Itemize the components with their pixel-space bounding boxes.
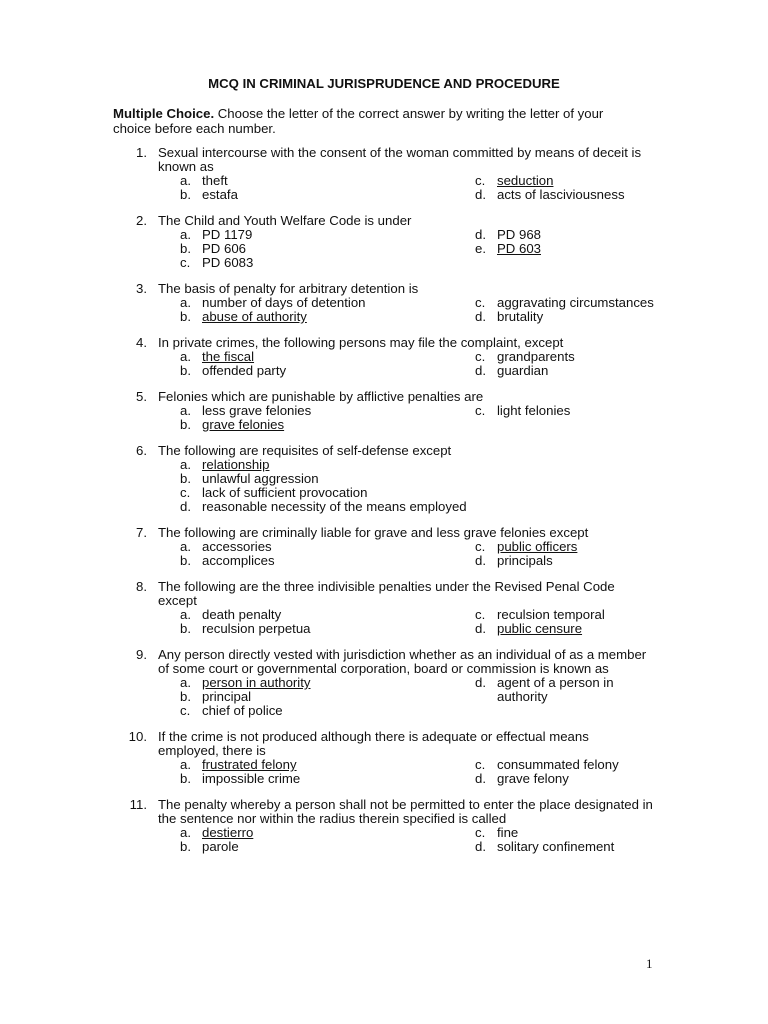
question-item xyxy=(113,526,653,568)
answer-option xyxy=(180,228,475,242)
correct-answer-text: grave felonies xyxy=(202,417,285,432)
answer-option xyxy=(180,608,475,622)
option-letter: c. xyxy=(475,349,486,364)
answer-options xyxy=(180,758,653,786)
option-letter: a. xyxy=(180,757,191,772)
answer-option xyxy=(180,676,475,690)
question-item xyxy=(113,444,653,514)
answer-options xyxy=(180,350,653,378)
option-text: reculsion perpetua xyxy=(202,621,311,636)
option-text: agent of a person in authority xyxy=(497,675,614,704)
option-letter: b. xyxy=(180,553,191,568)
answer-option xyxy=(475,296,655,310)
answer-option xyxy=(180,296,475,310)
question-item xyxy=(113,336,653,378)
question-text: In private crimes, the following persons may file the complaint, except xyxy=(158,335,564,350)
question-item xyxy=(113,390,653,432)
answer-option xyxy=(475,758,655,772)
option-text: unlawful aggression xyxy=(202,471,319,486)
option-text: reculsion temporal xyxy=(497,607,605,622)
option-text: death penalty xyxy=(202,607,282,622)
answer-options xyxy=(180,228,653,270)
answer-option xyxy=(475,826,655,840)
answer-option xyxy=(475,622,655,636)
options-column-right xyxy=(475,676,655,718)
option-letter: a. xyxy=(180,227,191,242)
instructions-text: Choose the letter of the correct answer by writing the letter of your choice before each number. xyxy=(113,106,604,136)
question-number: 5. xyxy=(136,389,147,404)
answer-options xyxy=(180,826,653,854)
answer-option xyxy=(180,174,475,188)
answer-option xyxy=(475,554,655,568)
answer-option xyxy=(180,622,475,636)
options-column-left xyxy=(180,296,475,324)
correct-answer-text: public censure xyxy=(497,621,583,636)
answer-options xyxy=(180,296,653,324)
question-text: The Child and Youth Welfare Code is under xyxy=(158,213,412,228)
options-column-left xyxy=(180,758,475,786)
correct-answer-text: frustrated felony xyxy=(202,757,297,772)
question-number: 7. xyxy=(136,525,147,540)
options-column-left xyxy=(180,350,475,378)
answer-options xyxy=(180,676,653,718)
question-item xyxy=(113,282,653,324)
options-column-right xyxy=(475,826,655,854)
option-letter: d. xyxy=(475,839,486,854)
option-text: grave felony xyxy=(497,771,569,786)
options-column-left xyxy=(180,404,475,432)
option-letter: c. xyxy=(475,607,486,622)
question-text: The following are requisites of self-defense except xyxy=(158,443,452,458)
option-letter: c. xyxy=(475,403,486,418)
options-column-right xyxy=(475,228,655,270)
option-letter: d. xyxy=(180,499,191,514)
option-letter: d. xyxy=(475,553,486,568)
question-list xyxy=(113,146,653,866)
option-text: aggravating circumstances xyxy=(497,295,654,310)
question-text: Any person directly vested with jurisdiction whether as an individual of as a member of some court or governmental corporation, board or commission is known as xyxy=(158,647,647,676)
answer-option xyxy=(180,458,475,472)
option-text: grandparents xyxy=(497,349,575,364)
answer-option xyxy=(475,174,655,188)
option-letter: c. xyxy=(475,295,486,310)
option-text: PD 6083 xyxy=(202,255,254,270)
option-letter: a. xyxy=(180,349,191,364)
question-text: Sexual intercourse with the consent of the woman committed by means of deceit is known as xyxy=(158,145,642,174)
option-letter: a. xyxy=(180,173,191,188)
answer-option xyxy=(180,554,475,568)
answer-option xyxy=(475,540,655,554)
option-letter: c. xyxy=(475,825,486,840)
answer-option xyxy=(475,676,655,704)
option-letter: b. xyxy=(180,363,191,378)
correct-answer-text: relationship xyxy=(202,457,270,472)
correct-answer-text: PD 603 xyxy=(497,241,541,256)
question-text: Felonies which are punishable by afflictive penalties are xyxy=(158,389,484,404)
options-column-right xyxy=(475,758,655,786)
answer-option xyxy=(475,228,655,242)
option-text: parole xyxy=(202,839,239,854)
correct-answer-text: public officers xyxy=(497,539,578,554)
answer-options xyxy=(180,540,653,568)
option-letter: a. xyxy=(180,607,191,622)
option-letter: b. xyxy=(180,309,191,324)
options-column-right xyxy=(475,404,655,432)
answer-option xyxy=(180,540,475,554)
option-letter: c. xyxy=(475,539,486,554)
option-letter: b. xyxy=(180,771,191,786)
correct-answer-text: abuse of authority xyxy=(202,309,307,324)
option-letter: d. xyxy=(475,771,486,786)
option-letter: a. xyxy=(180,539,191,554)
option-text: solitary confinement xyxy=(497,839,615,854)
question-text: The following are the three indivisible penalties under the Revised Penal Code except xyxy=(158,579,615,608)
answer-option xyxy=(180,486,475,500)
option-letter: d. xyxy=(475,675,486,690)
question-number: 6. xyxy=(136,443,147,458)
option-text: consummated felony xyxy=(497,757,619,772)
page-number: 1 xyxy=(646,956,653,971)
option-text: fine xyxy=(497,825,519,840)
option-text: impossible crime xyxy=(202,771,301,786)
option-text: guardian xyxy=(497,363,549,378)
answer-option xyxy=(180,690,475,704)
answer-option xyxy=(475,242,655,256)
option-letter: b. xyxy=(180,241,191,256)
answer-option xyxy=(475,350,655,364)
option-text: PD 968 xyxy=(497,227,541,242)
answer-options xyxy=(180,608,653,636)
answer-option xyxy=(180,404,475,418)
question-number: 4. xyxy=(136,335,147,350)
option-text: acts of lasciviousness xyxy=(497,187,625,202)
option-letter: c. xyxy=(475,757,486,772)
option-letter: b. xyxy=(180,839,191,854)
question-number: 2. xyxy=(136,213,147,228)
question-item xyxy=(113,214,653,270)
answer-option xyxy=(180,364,475,378)
answer-option xyxy=(180,472,475,486)
options-column-left xyxy=(180,228,475,270)
question-number: 3. xyxy=(136,281,147,296)
option-text: estafa xyxy=(202,187,238,202)
question-number: 8. xyxy=(136,579,147,594)
question-number: 11. xyxy=(129,797,147,812)
answer-option xyxy=(475,310,655,324)
answer-option xyxy=(475,188,655,202)
options-column-left xyxy=(180,676,475,718)
option-letter: c. xyxy=(180,255,191,270)
option-letter: a. xyxy=(180,675,191,690)
correct-answer-text: person in authority xyxy=(202,675,311,690)
answer-option xyxy=(180,418,475,432)
options-column-right xyxy=(475,608,655,636)
option-letter: a. xyxy=(180,825,191,840)
option-text: principals xyxy=(497,553,553,568)
option-text: reasonable necessity of the means employed xyxy=(202,499,467,514)
answer-option xyxy=(180,826,475,840)
question-item xyxy=(113,798,653,854)
option-letter: d. xyxy=(475,187,486,202)
answer-option xyxy=(180,188,475,202)
question-item xyxy=(113,146,653,202)
question-text: The following are criminally liable for grave and less grave felonies except xyxy=(158,525,589,540)
instructions-label: Multiple Choice. xyxy=(113,106,215,121)
answer-option xyxy=(180,772,475,786)
question-number: 10. xyxy=(128,729,147,744)
option-letter: b. xyxy=(180,417,191,432)
options-column-right xyxy=(475,174,655,202)
correct-answer-text: destierro xyxy=(202,825,254,840)
question-item xyxy=(113,648,653,718)
options-column-left xyxy=(180,826,475,854)
answer-option xyxy=(475,608,655,622)
options-column-right xyxy=(475,458,655,514)
option-letter: a. xyxy=(180,403,191,418)
answer-option xyxy=(475,840,655,854)
page-title: MCQ IN CRIMINAL JURISPRUDENCE AND PROCEDURE xyxy=(208,76,560,91)
options-column-left xyxy=(180,540,475,568)
option-letter: c. xyxy=(180,485,191,500)
question-text: The penalty whereby a person shall not be permitted to enter the place designated in the sentence nor within the radius therein specified is called xyxy=(158,797,653,826)
question-item xyxy=(113,730,653,786)
options-column-right xyxy=(475,296,655,324)
answer-option xyxy=(475,772,655,786)
question-item xyxy=(113,580,653,636)
options-column-left xyxy=(180,608,475,636)
answer-option xyxy=(180,704,475,718)
option-text: number of days of detention xyxy=(202,295,366,310)
question-number: 1. xyxy=(136,145,147,160)
option-letter: b. xyxy=(180,187,191,202)
question-text: The basis of penalty for arbitrary detention is xyxy=(158,281,419,296)
answer-options xyxy=(180,174,653,202)
answer-option xyxy=(180,242,475,256)
option-letter: d. xyxy=(475,227,486,242)
answer-option xyxy=(475,404,655,418)
option-text: PD 606 xyxy=(202,241,246,256)
option-text: chief of police xyxy=(202,703,283,718)
option-letter: b. xyxy=(180,689,191,704)
answer-option xyxy=(180,758,475,772)
option-text: PD 1179 xyxy=(202,227,253,242)
option-letter: b. xyxy=(180,621,191,636)
option-letter: c. xyxy=(180,703,191,718)
answer-option xyxy=(180,840,475,854)
answer-option xyxy=(180,500,475,514)
option-text: light felonies xyxy=(497,403,571,418)
option-text: accessories xyxy=(202,539,272,554)
option-text: principal xyxy=(202,689,252,704)
answer-options xyxy=(180,404,653,432)
answer-option xyxy=(180,256,475,270)
option-text: accomplices xyxy=(202,553,275,568)
option-letter: d. xyxy=(475,309,486,324)
option-text: brutality xyxy=(497,309,544,324)
option-letter: a. xyxy=(180,295,191,310)
option-letter: c. xyxy=(475,173,486,188)
options-column-left xyxy=(180,174,475,202)
answer-options xyxy=(180,458,653,514)
option-letter: a. xyxy=(180,457,191,472)
options-column-left xyxy=(180,458,475,514)
options-column-right xyxy=(475,350,655,378)
option-letter: b. xyxy=(180,471,191,486)
question-number: 9. xyxy=(136,647,147,662)
correct-answer-text: seduction xyxy=(497,173,554,188)
option-text: offended party xyxy=(202,363,287,378)
option-letter: d. xyxy=(475,621,486,636)
option-text: lack of sufficient provocation xyxy=(202,485,368,500)
option-text: less grave felonies xyxy=(202,403,312,418)
answer-option xyxy=(475,364,655,378)
instructions xyxy=(113,106,643,136)
option-letter: e. xyxy=(475,241,486,256)
option-text: theft xyxy=(202,173,228,188)
question-text: If the crime is not produced although there is adequate or effectual means employed, there is xyxy=(158,729,589,758)
answer-option xyxy=(180,350,475,364)
options-column-right xyxy=(475,540,655,568)
option-letter: d. xyxy=(475,363,486,378)
answer-option xyxy=(180,310,475,324)
correct-answer-text: the fiscal xyxy=(202,349,255,364)
